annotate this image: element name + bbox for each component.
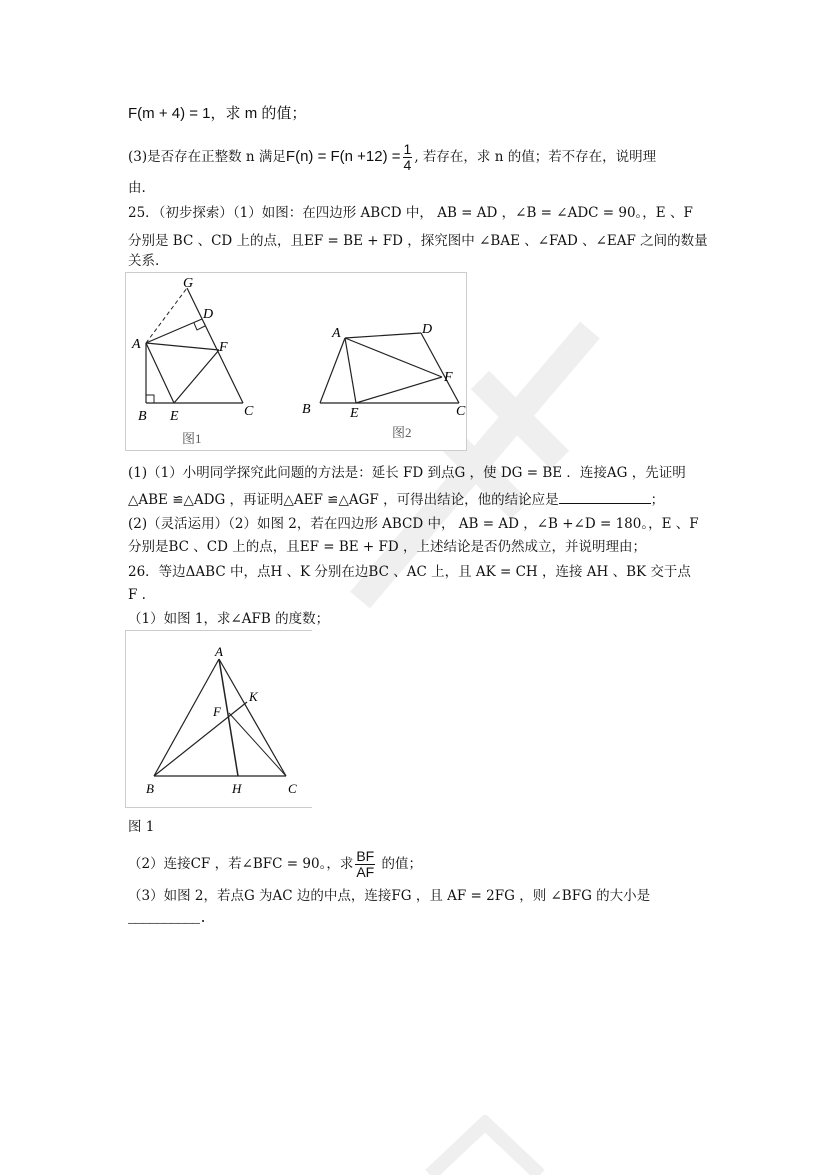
label-G: G (183, 276, 194, 291)
q26-line1: 26．等边ΔABC 中，点H 、K 分别在边BC 、AC 上，且 AK = CH ，连接 AH 、BK 交于点 (128, 564, 691, 580)
q25-part1-line2: △ABE ≌△ADG ，再证明△AEF ≌△AGF ，可得出结论，他的结论应是 ； (128, 489, 664, 510)
q24-part2-tail: F(m + 4) = 1，求 m 的值； (128, 105, 307, 122)
q25-part2-line2: 分别是BC 、CD 上的点，且EF = BE + FD ，上述结论是否仍然成立，并说明理由； (128, 539, 647, 555)
q25-part2-line1: (2)（灵活运用）（2）如图 2，若在四边形 ABCD 中， AB = AD ，∠B +∠D = 180。，E 、F (128, 516, 699, 532)
figure2-caption: 图2 (392, 425, 412, 440)
fraction-bf-over-af: $\frac{BF}{AF}$ (356, 848, 375, 880)
label-F: F (219, 340, 228, 355)
q26-figure (125, 630, 312, 808)
q24-part3-suffix: , 若存在，求 n 的值；若不存在，说明理 (414, 149, 657, 165)
q24-part3-equation: F(n) = F(n +12) = (285, 148, 401, 165)
label-B: B (138, 409, 147, 424)
figure1-caption: 图1 (182, 431, 202, 446)
label-C: C (456, 404, 466, 419)
q26-part3: （3）如图 2，若点G 为AC 边的中点，连接FG ，且 AF = 2FG ，则 ∠BFG 的大小是 (128, 888, 651, 904)
answer-blank (559, 489, 651, 504)
q25-figures (125, 272, 467, 451)
watermark-logo-bottom (420, 1115, 550, 1175)
label-A: A (215, 644, 223, 659)
q25-figure-diagram (126, 273, 466, 450)
fraction-one-quarter: $\frac{1}{4}$ (403, 141, 412, 173)
q26-figure-caption: 图 1 (128, 819, 155, 835)
label-E: E (350, 406, 359, 421)
label-B: B (302, 402, 311, 417)
q26-part1: （1）如图 1，求∠AFB 的度数； (128, 611, 330, 627)
label-K: K (249, 689, 258, 704)
label-D: D (203, 307, 214, 322)
label-C: C (288, 781, 297, 796)
q26-part2: （2）连接CF ，若∠BFC = 90。，求 $\frac{BF}{AF}$ 的值； (128, 848, 423, 880)
q26-part3-blank: __________. (128, 912, 207, 927)
label-C: C (244, 404, 254, 419)
label-D: D (422, 322, 433, 337)
q25-line2: 分别是 BC 、CD 上的点，且EF = BE + FD ，探究图中 ∠BAE 、∠FAD 、∠EAF 之间的数量 (128, 233, 708, 249)
label-H: H (232, 781, 242, 796)
label-A: A (332, 326, 341, 341)
label-B: B (146, 781, 154, 796)
label-F: F (444, 370, 453, 385)
label-E: E (170, 409, 179, 424)
q24-part3-end: 由. (128, 180, 146, 196)
q26-figure-diagram (126, 631, 312, 807)
q24-part3-prefix: (3)是否存在正整数 n 满足 (128, 149, 286, 165)
q24-part3 (128, 142, 656, 173)
q25-line3: 关系. (128, 253, 160, 269)
q25-part1-line1: (1)（1）小明同学探究此问题的方法是：延长 FD 到点G ，使 DG = BE ．连接AG ，先证明 (128, 465, 686, 481)
label-A: A (132, 337, 141, 352)
q26-line2: F . (128, 587, 146, 603)
q25-line1: 25．（初步探索）（1）如图：在四边形 ABCD 中， AB = AD ，∠B = ∠ADC = 90。，E 、F (128, 205, 693, 221)
label-F: F (213, 704, 221, 719)
